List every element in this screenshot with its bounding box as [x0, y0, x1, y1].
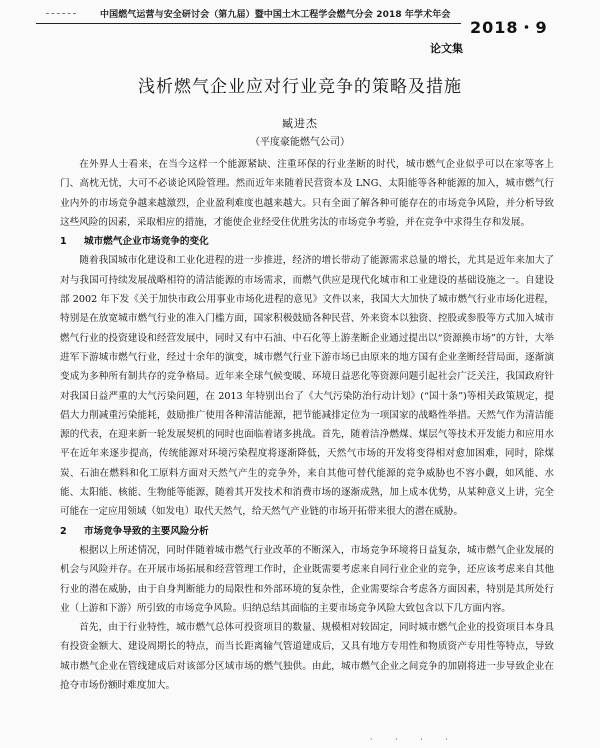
header-rule	[36, 23, 461, 24]
running-header	[0, 0, 600, 60]
intro-paragraph: 在外界人士看来，在当今这样一个能源紧缺、注重环保的行业垄断的时代，城市燃气企业似乎可以在家等客上门、高枕无忧，大可不必谈论风险管理。然而近年来随着民营资本及 LNG、太阳能等各种能源的加入，城市燃气行业内外的市场竞争越来越激烈，企业盈利难度也越来越大。只有全面了解各种可能存在的市场竞争风险，并分析导致这些风险的因素，采取相应的措施，才能使企业经受住优胜劣汰的市场竞争考验，并在竞争中求得生存和发展。	[60, 159, 554, 228]
section-number: 2	[60, 525, 67, 537]
body-paragraph: 根据以上所述情况，同时伴随着城市燃气行业改革的不断深入，市场竞争环境将日益复杂，城市燃气企业发展的机会与风险并存。在开展市场拓展和经营管理工作时，企业既需要考虑来自同行业企业的竞争，还应该考虑来自其他行业的潜在威胁，由于自身判断能力的局限性和外部环境的复杂性，企业需要综合考虑各方面因素，特别是其所处行业（上游和下游）所引致的市场竞争风险。归纳总结其面临的主要市场竞争风险大致包含以下几方面内容。	[60, 544, 554, 614]
header-dash	[46, 13, 76, 14]
paper-body	[60, 155, 554, 695]
section-title: 城市燃气企业市场竞争的变化	[84, 236, 209, 248]
author-affiliation: （平度豪能燃气公司）	[250, 137, 350, 148]
section-number: 1	[60, 236, 67, 248]
paper-title: 浅析燃气企业应对行业竞争的策略及措施	[138, 77, 462, 97]
issue-date: 2018・9	[470, 18, 548, 37]
author-name: 臧进杰	[282, 117, 318, 130]
footer-marks: · · · ·	[370, 735, 458, 744]
section-heading-2	[60, 522, 554, 541]
section-title: 市场竞争导致的主要风险分析	[84, 525, 209, 537]
body-paragraph: 首先，由于行业特性，城市燃气总体可投资项目的数量、规模相对较固定，同时城市燃气企业的投资项目本身具有投资金额大、建设周期长的特点，而当长距离输气管道建成后，又具有地方专用性和物质资产专用性等特点，导致城市燃气企业在管线建成后对该部分区域市场的燃气独供。由此，城市燃气企业之间竞争的加剧将进一步导致企业在抢夺市场份额时难度加大。	[60, 622, 554, 692]
body-paragraph: 随着我国城市化建设和工业化进程的进一步推进，经济的增长带动了能源需求总量的增长，尤其是近年来加大了对与我国可持续发展战略相符的清洁能源的市场需求，而燃气供应是现代化城市和工业建设的基础设施之一。自建设部 2002 年下发《关于加快市政公用事业市场化进程的意见》文件以来，我国大大加快了城市燃气行业市场化进程，特别是在放宽城市燃气行业的准入门槛方面，国家积极鼓励各种民营、外来资本以独资、控股或参股等方式加入城市燃气行业的投资建设和经营发展中，同时又有中石油、中石化等上游垄断企业通过提出以“资源换市场”的方针，大举进军下游城市燃气行业，经过十余年的演变，城市燃气行业下游市场已由原来的地方国有企业垄断经营局面，逐渐演变成为多种所有制共存的竞争格局。近年来全球气候变暖、环境日益恶化等资源问题引起社会广泛关注，我国政府针对我国日益严重的大气污染问题，在 2013 年特别出台了《大气污染防治行动计划》(“国十条”)等相关政策规定，提倡大力削减重污染能耗，鼓励推广使用各种清洁能源，把节能减排定位为一项国家的战略性举措。天然气作为清洁能源的代表，在迎来新一轮发展契机的同时也面临着诸多挑战。首先，随着洁净燃煤、煤层气等技术开发能力和应用水平在近年来逐步提高，传统能源对环境污染程度将逐渐降低，天然气市场的开发将变得相对愈加困难，同时，除煤炭、石油在燃料和化工原料方面对天然气产生的竞争外，来自其他可替代能源的竞争威胁也不容小觑，如风能、水能、太阳能、核能、生物能等能源，随着其开发技术和消费市场的逐渐成熟，加上成本优势，从某种意义上讲，完全可能在一定应用领域（如发电）取代天然气，给天然气产业链的市场开拓带来很大的潜在威胁。	[60, 255, 554, 518]
section-heading-1	[60, 232, 554, 251]
proceedings-label: 论文集	[430, 42, 463, 55]
conference-name: 中国燃气运营与安全研讨会（第九届）暨中国土木工程学会燃气分会 2018 年学术年会	[100, 10, 451, 20]
